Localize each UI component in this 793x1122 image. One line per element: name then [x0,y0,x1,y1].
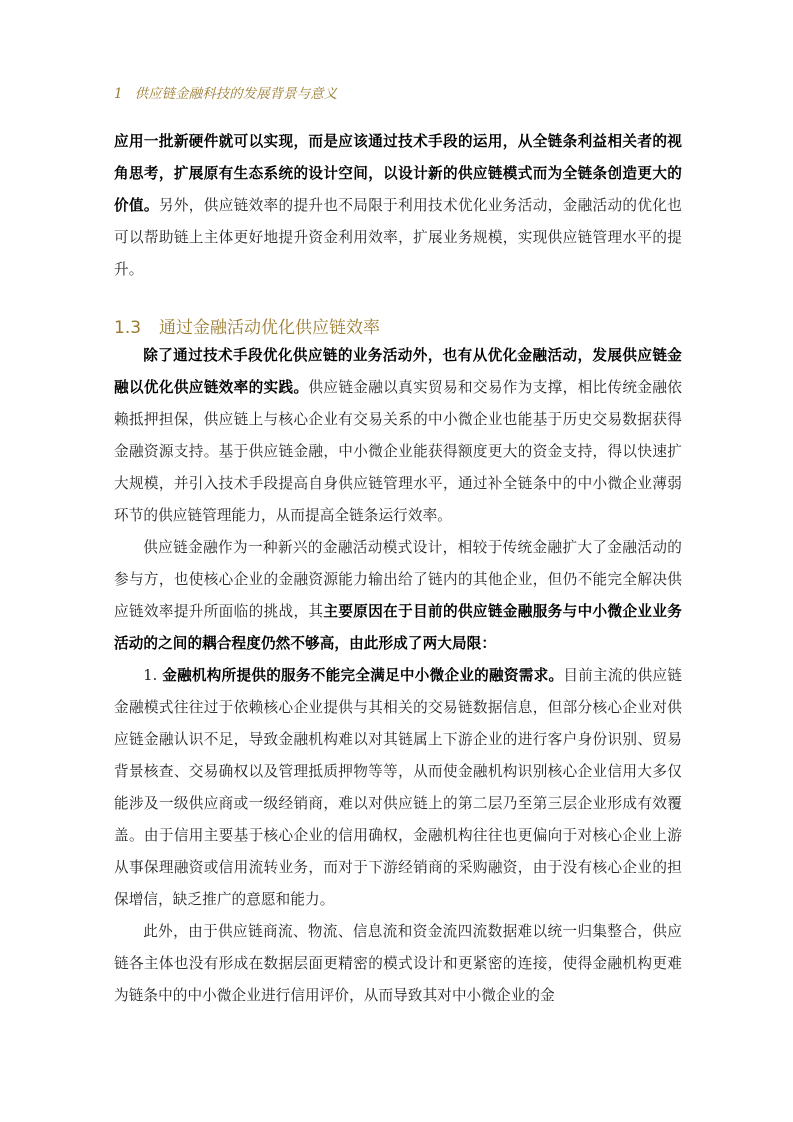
chapter-title: 供应链金融科技的发展背景与意义 [134,86,338,102]
intro-bold-text: 应用一批新硬件就可以实现，而是应该通过技术手段的运用，从全链条利益相关者的视角思考，扩展原有生态系统的设计空间，以设计新的供应链模式而为全链条创造更大的价值。 [114,133,682,214]
paragraph-4-text: 此外，由于供应链商流、物流、信息流和资金流四流数据难以统一归集整合，供应链各主体也没有形成在数据层面更精密的模式设计和更紧密的连接，使得金融机构更难为链条中的中小微企业进行信用评价，从而导致其对中小微企业的金 [114,923,682,1004]
paragraph-2 [114,532,682,660]
paragraph-3-bold: 金融机构所提供的服务不能完全满足中小微企业的融资需求。 [162,667,564,684]
paragraph-1-bold: 除了通过技术手段优化供应链的业务活动外，也有从优化金融活动，发展供应链金融以优化供应链效率的实践。 [114,347,682,396]
section-body [114,340,682,1012]
chapter-number: 1 [114,86,123,102]
paragraph-1 [114,340,682,532]
section-number: 1.3 [114,318,142,338]
intro-text: 另外，供应链效率的提升也不局限于利用技术优化业务活动，金融活动的优化也可以帮助链上主体更好地提升资金利用效率，扩展业务规模，实现供应链管理水平的提升。 [114,197,682,278]
intro-block [114,126,682,286]
paragraph-2-text: 供应链金融作为一种新兴的金融活动模式设计，相较于传统金融扩大了金融活动的参与方，也使核心企业的金融资源能力输出给了链内的其他企业，但仍不能完全解决供应链效率提升所面临的挑战，其 [114,539,682,620]
intro-paragraph [114,126,682,286]
section-title: 通过金融活动优化供应链效率 [159,318,381,338]
running-header [114,82,337,102]
section-heading [114,313,380,338]
list-number: 1. [143,667,158,684]
paragraph-3-text: 目前主流的供应链金融模式往往过于依赖核心企业提供与其相关的交易链数据信息，但部分核心企业对供应链金融认识不足，导致金融机构难以对其链属上下游企业的进行客户身份识别、贸易背景核查、交易确权以及管理抵质押物等等，从而使金融机构识别核心企业信用大多仅能涉及一级供应商或一级经销商，难以对供应链上的第二层乃至第三层企业形成有效覆盖。由于信用主要基于核心企业的信用确权，金融机构往往也更偏向于对核心企业上游从事保理融资或信用流转业务，而对于下游经销商的采购融资，由于没有核心企业的担保增信，缺乏推广的意愿和能力。 [114,667,682,908]
paragraph-1-text: 供应链金融以真实贸易和交易作为支撑，相比传统金融依赖抵押担保，供应链上与核心企业有交易关系的中小微企业也能基于历史交易数据获得金融资源支持。基于供应链金融，中小微企业能获得额度更大的资金支持，得以快速扩大规模，并引入技术手段提高自身供应链管理水平，通过补全链条中的中小微企业薄弱环节的供应链管理能力，从而提高全链条运行效率。 [114,379,682,524]
paragraph-4 [114,916,682,1012]
paragraph-2-bold: 主要原因在于目前的供应链金融服务与中小微企业业务活动的之间的耦合程度仍然不够高，由此形成了两大局限： [114,603,682,652]
paragraph-3 [114,660,682,916]
